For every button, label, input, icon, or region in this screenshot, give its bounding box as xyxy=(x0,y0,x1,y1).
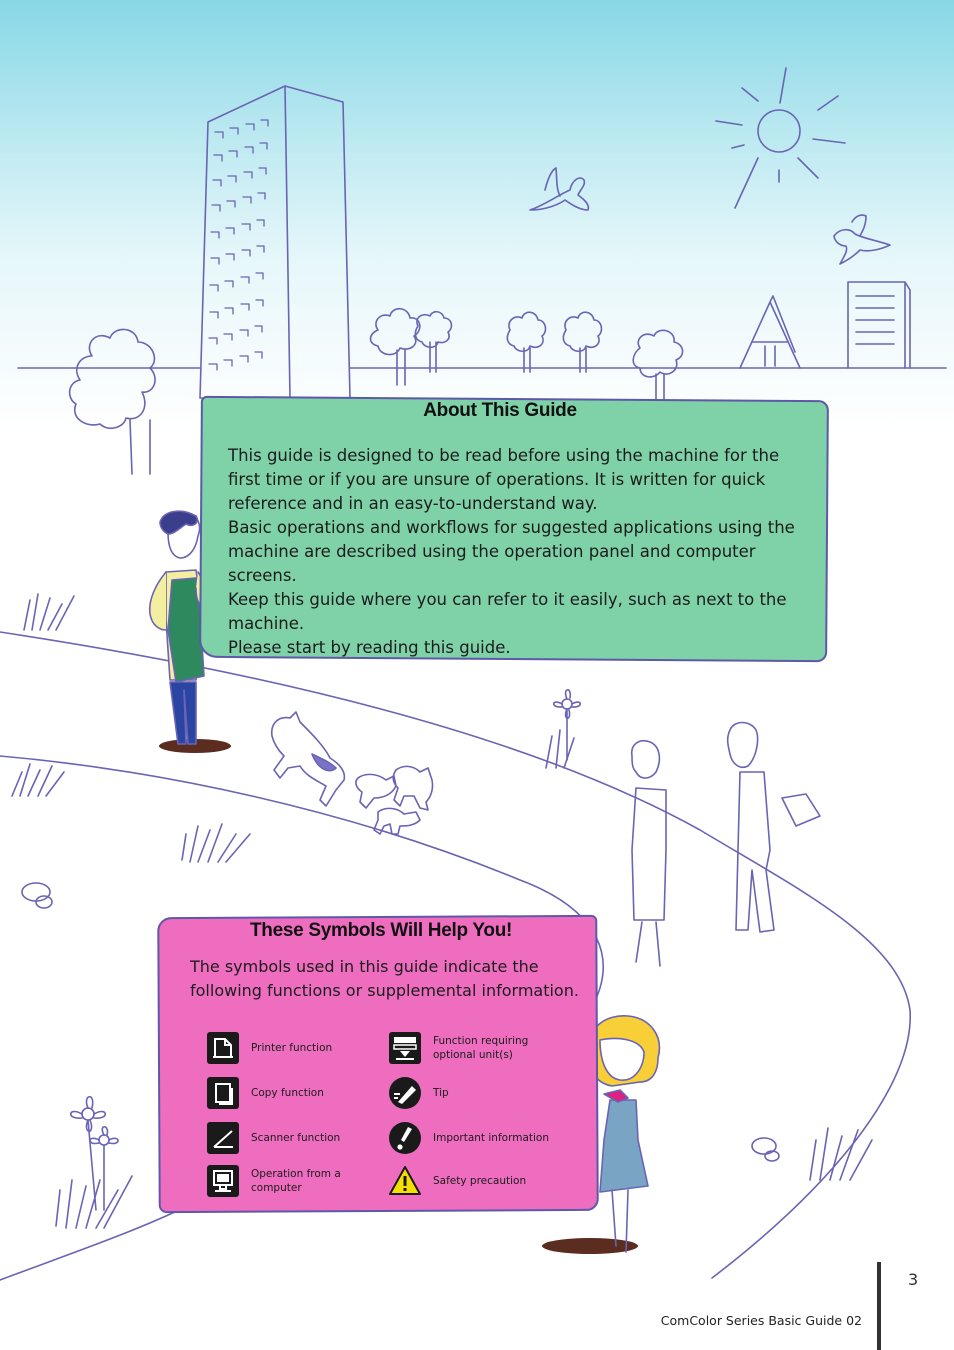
guide-title: ComColor Series Basic Guide 02 xyxy=(660,1313,862,1328)
symbol-tip xyxy=(388,1076,449,1110)
symbol-important xyxy=(388,1121,549,1155)
couple-figures xyxy=(632,723,820,967)
scanner-icon xyxy=(206,1121,240,1155)
about-guide-body xyxy=(228,444,798,660)
symbol-label: Operation from a computer xyxy=(251,1168,341,1194)
symbol-computer xyxy=(206,1164,346,1198)
warning-icon xyxy=(388,1164,422,1198)
about-paragraph: This guide is designed to be read before using the machine for the first time or if you are unsure of operations. It is written for quick reference and in an easy-to-understand way. xyxy=(228,446,780,513)
about-paragraph: Keep this guide where you can refer to it easily, such as next to the machine. xyxy=(228,590,787,633)
about-paragraph: Basic operations and workflows for suggested applications using the machine are described using the operation panel and computer screens. xyxy=(228,518,795,585)
optional-unit-icon xyxy=(388,1031,422,1065)
symbols-title: These Symbols Will Help You! xyxy=(249,920,513,941)
symbol-label: Copy function xyxy=(251,1087,324,1099)
about-paragraph: Please start by reading this guide. xyxy=(228,638,511,657)
symbol-label: Function requiring optional unit(s) xyxy=(433,1035,529,1061)
sun xyxy=(716,68,845,208)
symbol-label: Important information xyxy=(433,1132,549,1144)
symbol-label: Printer function xyxy=(251,1042,333,1054)
symbol-label: Scanner function xyxy=(251,1132,341,1144)
copy-icon xyxy=(206,1076,240,1110)
symbol-label: Safety precaution xyxy=(433,1175,527,1187)
computer-icon xyxy=(206,1164,240,1198)
symbol-scanner xyxy=(206,1121,340,1155)
symbol-optional-unit xyxy=(388,1031,543,1065)
important-icon xyxy=(388,1121,422,1155)
symbol-safety xyxy=(388,1164,526,1198)
symbol-printer xyxy=(206,1031,332,1065)
tip-icon xyxy=(388,1076,422,1110)
page-number: 3 xyxy=(908,1270,919,1289)
about-guide-title: About This Guide xyxy=(423,400,577,421)
footer-divider xyxy=(877,1262,881,1350)
symbol-copy xyxy=(206,1076,324,1110)
symbol-label: Tip xyxy=(433,1087,449,1099)
symbols-intro: The symbols used in this guide indicate the following functions or supplemental information. xyxy=(190,957,579,1000)
printer-icon xyxy=(206,1031,240,1065)
